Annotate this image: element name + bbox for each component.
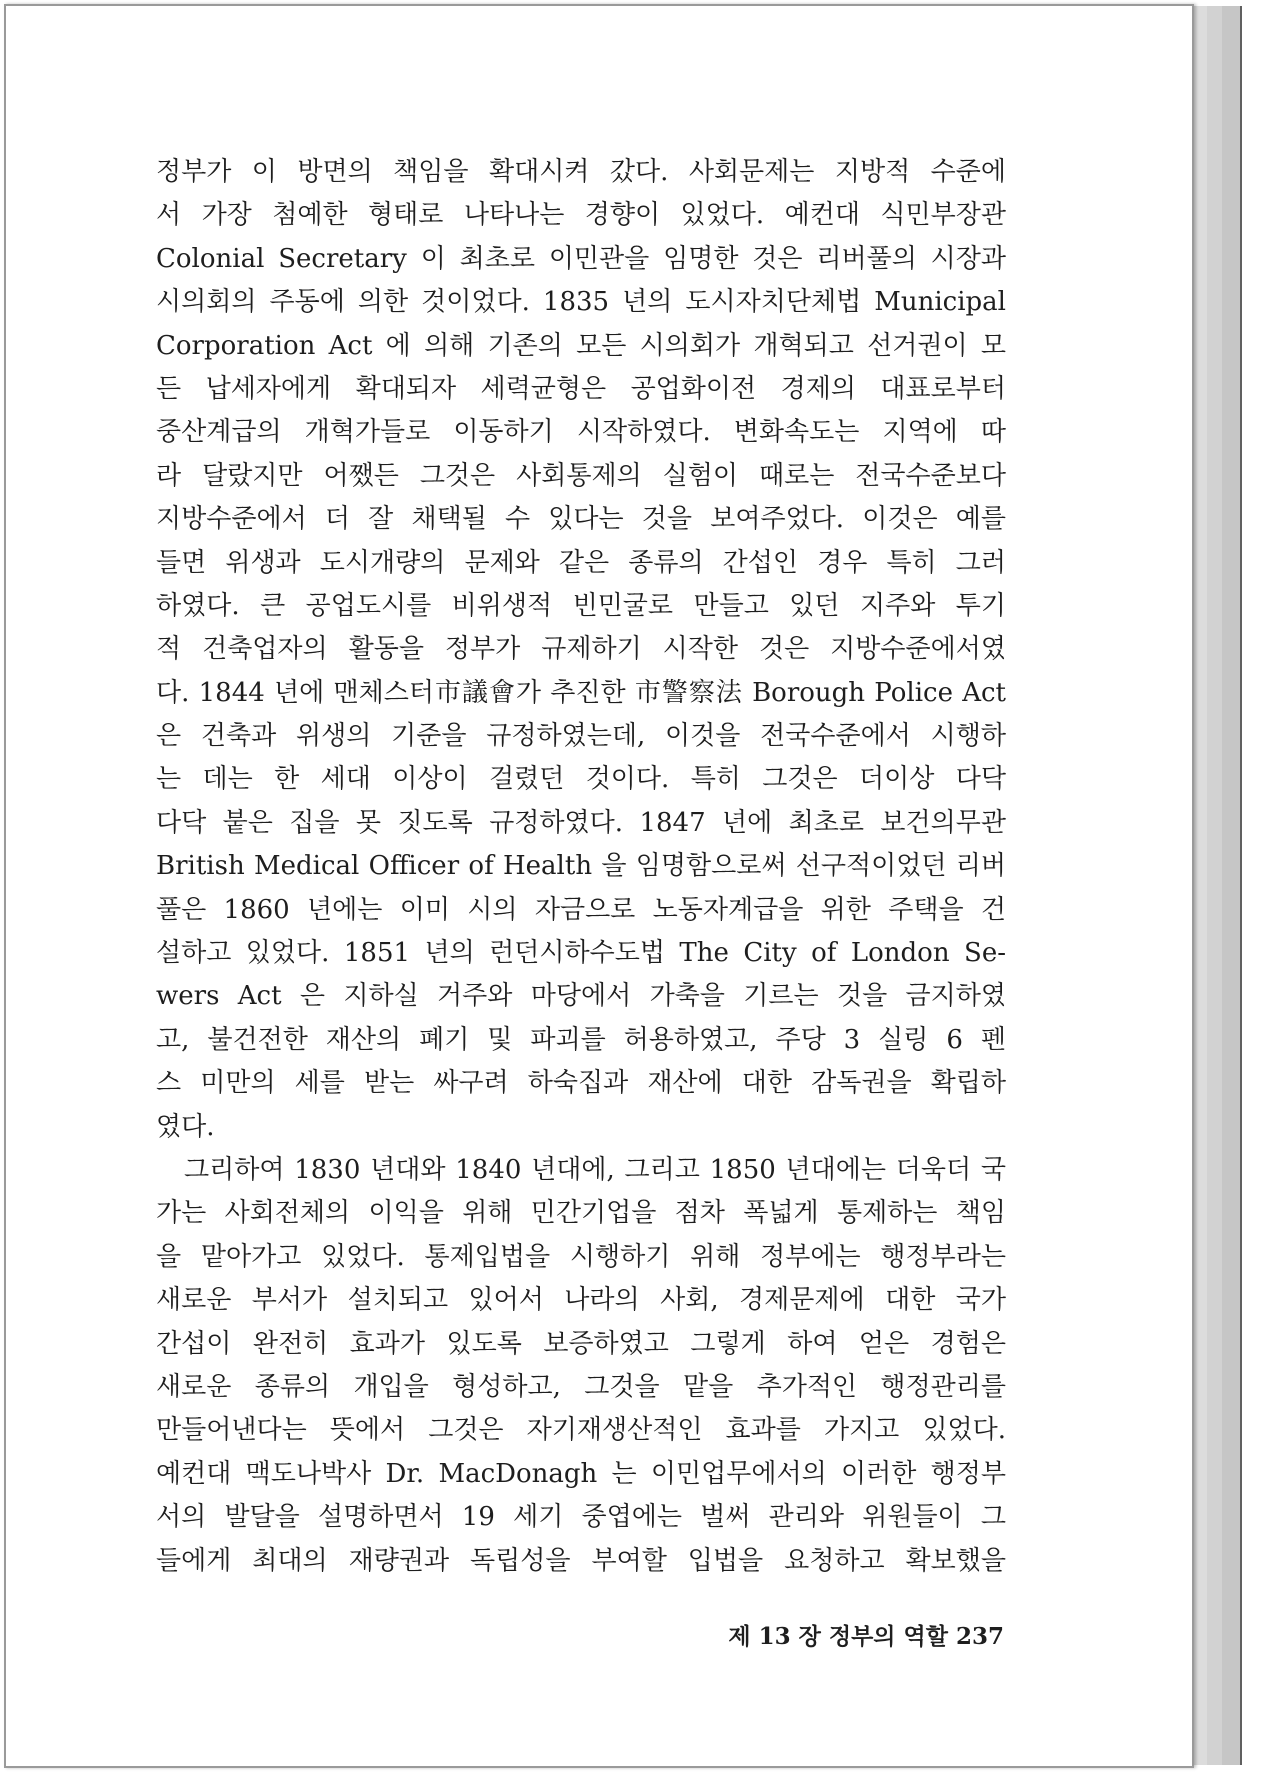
text-line: 새로운 종류의 개입을 형성하고, 그것을 맡을 추가적인 행정관리를	[156, 1371, 1006, 1402]
text-line: 스 미만의 세를 받는 싸구려 하숙집과 재산에 대한 감독권을 확립하	[156, 1068, 1006, 1099]
text-line: 고, 불건전한 재산의 폐기 및 파괴를 허용하였고, 주당 3 실링 6 펜	[156, 1024, 1006, 1055]
text-line: Colonial Secretary 이 최초로 이민관을 임명한 것은 리버풀의 시장과	[156, 243, 1006, 274]
paragraph-start-line: 그리하여 1830 년대와 1840 년대에, 그리고 1850 년대에는 더욱더 국	[184, 1154, 1006, 1185]
text-line: 중산계급의 개혁가들로 이동하기 시작하였다. 변화속도는 지역에 따	[156, 417, 1006, 448]
text-line: 설하고 있었다. 1851 년의 런던시하수도법 The City of London Se-	[156, 938, 1006, 969]
text-line: 가는 사회전체의 이익을 위해 민간기업을 점차 폭넓게 통제하는 책임	[156, 1198, 1006, 1229]
text-line: 들에게 최대의 재량권과 독립성을 부여할 입법을 요청하고 확보했을	[156, 1545, 1006, 1576]
text-line: 서의 발달을 설명하면서 19 세기 중엽에는 벌써 관리와 위원들이 그	[156, 1502, 1006, 1533]
text-line: 지방수준에서 더 잘 채택될 수 있다는 것을 보여주었다. 이것은 예를	[156, 504, 1006, 535]
text-line: 다닥 붙은 집을 못 짓도록 규정하였다. 1847 년에 최초로 보건의무관	[156, 807, 1006, 838]
text-line: 들면 위생과 도시개량의 문제와 같은 종류의 간섭인 경우 특히 그러	[156, 547, 1006, 578]
body-text	[156, 151, 1006, 1583]
text-line: wers Act 은 지하실 거주와 마당에서 가축을 기르는 것을 금지하였	[156, 981, 1006, 1012]
page-footer: 제 13 장 정부의 역할 237	[728, 1623, 1004, 1650]
text-line: 풀은 1860 년에는 이미 시의 자금으로 노동자계급을 위한 주택을 건	[156, 894, 1006, 925]
text-line: 을 맡아가고 있었다. 통제입법을 시행하기 위해 정부에는 행정부라는	[156, 1241, 1006, 1272]
text-line: 하였다. 큰 공업도시를 비위생적 빈민굴로 만들고 있던 지주와 투기	[156, 590, 1006, 621]
text-line: 라 달랐지만 어쨌든 그것은 사회통제의 실험이 때로는 전국수준보다	[156, 460, 1006, 491]
text-line: 다. 1844 년에 맨체스터市議會가 추진한 市警察法 Borough Police Act	[156, 677, 1006, 708]
text-line: 는 데는 한 세대 이상이 걸렸던 것이다. 특히 그것은 더이상 다닥	[156, 764, 1006, 795]
text-line: 시의회의 주동에 의한 것이었다. 1835 년의 도시자치단체법 Municipal	[156, 287, 1006, 318]
text-line: 은 건축과 위생의 기준을 규정하였는데, 이것을 전국수준에서 시행하	[156, 721, 1006, 752]
book-page	[4, 4, 1194, 1768]
text-line: 적 건축업자의 활동을 정부가 규제하기 시작한 것은 지방수준에서였	[156, 634, 1006, 665]
paragraph-end-line: 였다.	[156, 1111, 215, 1142]
text-line: 정부가 이 방면의 책임을 확대시켜 갔다. 사회문제는 지방적 수준에	[156, 157, 1006, 187]
text-line: British Medical Officer of Health 을 임명함으로써 선구적이었던 리버	[156, 851, 1006, 882]
text-line: 서 가장 첨예한 형태로 나타나는 경향이 있었다. 예컨대 식민부장관	[156, 200, 1006, 231]
text-line: 예컨대 맥도나박사 Dr. MacDonagh 는 이민업무에서의 이러한 행정부	[156, 1458, 1006, 1489]
text-line: Corporation Act 에 의해 기존의 모든 시의회가 개혁되고 선거권이 모	[156, 330, 1006, 361]
page-stack-edge	[1222, 6, 1242, 1765]
text-line: 든 납세자에게 확대되자 세력균형은 공업화이전 경제의 대표로부터	[156, 373, 1006, 404]
text-line: 새로운 부서가 설치되고 있어서 나라의 사회, 경제문제에 대한 국가	[156, 1285, 1006, 1316]
text-line: 간섭이 완전히 효과가 있도록 보증하였고 그렇게 하여 얻은 경험은	[156, 1328, 1006, 1359]
text-line: 만들어낸다는 뜻에서 그것은 자기재생산적인 효과를 가지고 있었다.	[156, 1415, 1006, 1446]
